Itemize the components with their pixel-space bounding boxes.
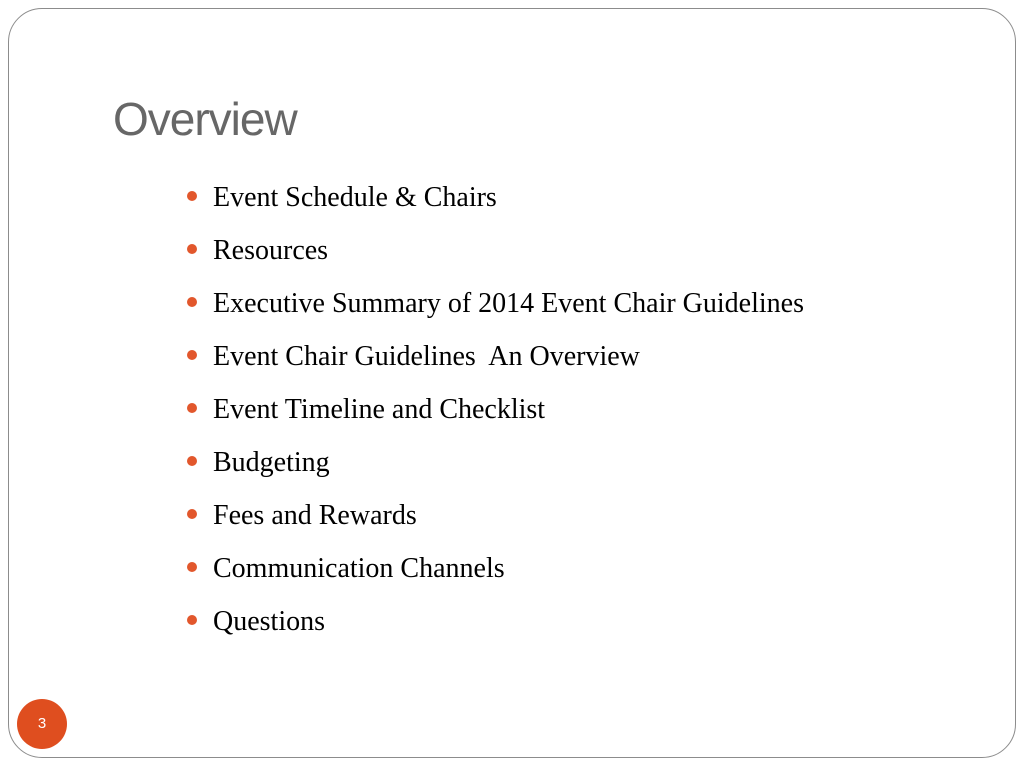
bullet-text: Budgeting [213, 447, 330, 478]
bullet-text: Event Chair Guidelines An Overview [213, 341, 640, 372]
bullet-item [185, 330, 804, 383]
bullet-item [185, 436, 804, 489]
bullet-dot-icon [187, 244, 197, 254]
bullet-item [185, 489, 804, 542]
bullet-text: Fees and Rewards [213, 500, 417, 531]
bullet-dot-icon [187, 615, 197, 625]
bullet-dot-icon [187, 509, 197, 519]
slide [8, 8, 1016, 758]
bullet-list [185, 171, 804, 648]
bullet-text: Executive Summary of 2014 Event Chair Guidelines [213, 288, 804, 319]
slide-title: Overview [113, 93, 297, 145]
bullet-text: Event Timeline and Checklist [213, 394, 546, 425]
bullet-dot-icon [187, 297, 197, 307]
bullet-item [185, 542, 804, 595]
bullet-text: Questions [213, 606, 325, 637]
bullet-dot-icon [187, 403, 197, 413]
bullet-text: Resources [213, 235, 329, 266]
bullet-item [185, 277, 804, 330]
bullet-dot-icon [187, 350, 197, 360]
bullet-dot-icon [187, 456, 197, 466]
bullet-item [185, 171, 804, 224]
bullet-item [185, 383, 804, 436]
bullet-text: Communication Channels [213, 553, 505, 584]
bullet-dot-icon [187, 562, 197, 572]
bullet-dot-icon [187, 191, 197, 201]
page-number-badge: 3 [17, 699, 67, 749]
bullet-item [185, 224, 804, 277]
bullet-text: Event Schedule & Chairs [213, 182, 497, 213]
bullet-item [185, 595, 804, 648]
